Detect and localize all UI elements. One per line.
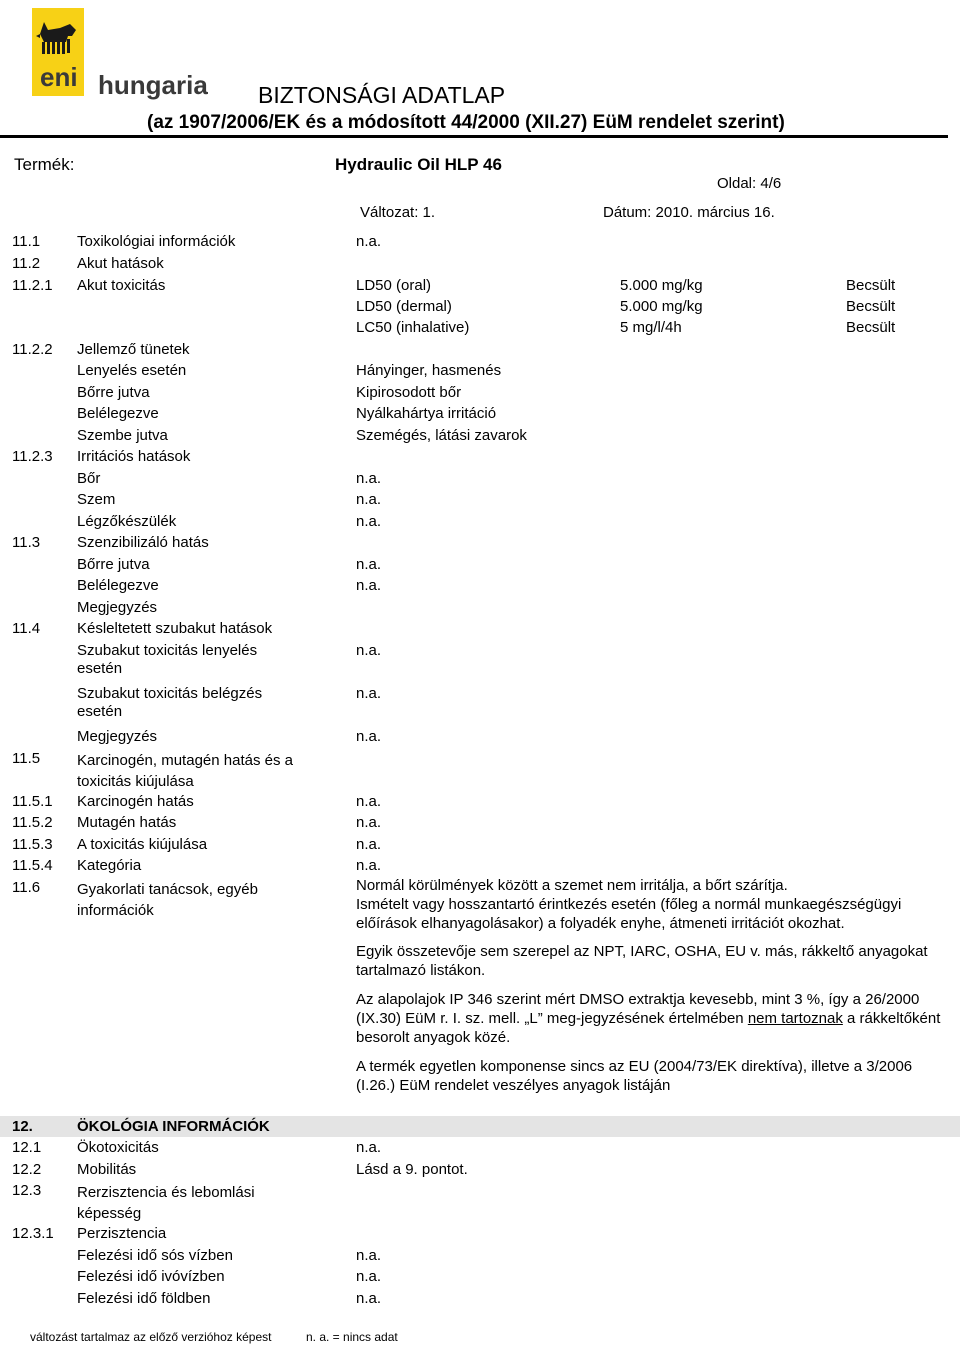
section-label: Kategória xyxy=(77,857,142,874)
row-value: n.a. xyxy=(356,728,382,745)
section-number: 11.5 xyxy=(12,750,41,767)
row-value: n.a. xyxy=(356,491,382,508)
document-title: BIZTONSÁGI ADATLAP xyxy=(258,82,506,108)
section-number: 11.5.1 xyxy=(12,793,53,810)
section-number: 11.5.4 xyxy=(12,857,53,874)
section-label: Késleltetett szubakut hatások xyxy=(77,620,273,637)
section-number: 11.2 xyxy=(12,255,41,272)
product-name: Hydraulic Oil HLP 46 xyxy=(335,155,502,174)
section-label: Karcinogén, mutagén hatás és a toxicitás kiújulása xyxy=(77,752,293,790)
row-label: Bőr xyxy=(77,470,101,487)
advice-paragraph-3 xyxy=(356,990,946,1047)
row-value: n.a. xyxy=(356,685,382,702)
section-label: Rerzisztencia és lebomlási képesség xyxy=(77,1184,255,1222)
section-number: 11.1 xyxy=(12,233,41,250)
row-value: n.a. xyxy=(356,470,382,487)
section-number: 12.2 xyxy=(12,1161,42,1178)
section-number: 11.4 xyxy=(12,620,41,637)
toxicity-note: Becsült xyxy=(846,277,896,294)
row-label: Szubakut toxicitás belégzés esetén xyxy=(77,685,263,720)
toxicity-note: Becsült xyxy=(846,298,896,315)
toxicity-test: LC50 (inhalative) xyxy=(356,319,470,336)
product-label: Termék: xyxy=(14,155,75,174)
section-number: 11.2.1 xyxy=(12,277,53,294)
section-number: 12.3.1 xyxy=(12,1225,54,1242)
row-value: Hányinger, hasmenés xyxy=(356,362,502,379)
section-label: Perzisztencia xyxy=(77,1225,167,1242)
document-subtitle: (az 1907/2006/EK és a módosított 44/2000 (XII.27) EüM rendelet szerint) xyxy=(147,112,785,133)
row-label: Megjegyzés xyxy=(77,728,158,745)
section-label: Mutagén hatás xyxy=(77,814,177,831)
toxicity-value: 5 mg/l/4h xyxy=(620,319,682,336)
section-number: 11.2.3 xyxy=(12,448,53,465)
row-label: Lenyelés esetén xyxy=(77,362,187,379)
section-value: n.a. xyxy=(356,814,382,831)
row-label: Szem xyxy=(77,491,116,508)
row-value: n.a. xyxy=(356,577,382,594)
advice-paragraph-4: A termék egyetlen komponense sincs az EU (2004/73/EK direktíva), illetve a 3/2006 (I.26.) EüM rendelet veszélyes anyagok listáján xyxy=(356,1058,913,1094)
row-label: Szembe jutva xyxy=(77,427,168,444)
logo-sub-text: hungaria xyxy=(98,70,208,100)
toxicity-test: LD50 (dermal) xyxy=(356,298,452,315)
section-label: Toxikológiai információk xyxy=(77,233,236,250)
section-number: 12. xyxy=(12,1118,33,1135)
section-value: Lásd a 9. pontot. xyxy=(356,1161,468,1178)
version: Változat: 1. xyxy=(360,204,436,221)
date: Dátum: 2010. március 16. xyxy=(603,204,775,221)
section-label: Akut toxicitás xyxy=(77,277,166,294)
section-label: Mobilitás xyxy=(77,1161,137,1178)
row-label: Szubakut toxicitás lenyelés esetén xyxy=(77,642,258,677)
section-number: 12.3 xyxy=(12,1182,42,1199)
section-number: 12.1 xyxy=(12,1139,42,1156)
toxicity-note: Becsült xyxy=(846,319,896,336)
section-value: n.a. xyxy=(356,857,382,874)
row-value: n.a. xyxy=(356,556,382,573)
advice-underlined-text: nem tartoznak xyxy=(747,1010,843,1027)
advice-text: Az alapolajok IP 346 szerint mért DMSO extraktja kevesebb, mint 3 %, így a 26/2000 (IX.30) EüM r. I. sz. mell. „L” meg-jegyzésének értelmében xyxy=(356,991,920,1027)
row-label: Belélegezve xyxy=(77,405,159,422)
footer-abbreviation-note: n. a. = nincs adat xyxy=(306,1330,398,1344)
section-title: ÖKOLÓGIA INFORMÁCIÓK xyxy=(77,1118,270,1135)
row-label: Bőrre jutva xyxy=(77,384,150,401)
advice-paragraph-1 xyxy=(356,876,946,933)
section-number: 11.3 xyxy=(12,534,41,551)
toxicity-test: LD50 (oral) xyxy=(356,277,432,294)
row-value: Kipirosodott bőr xyxy=(356,384,462,401)
row-label: Bőrre jutva xyxy=(77,556,150,573)
advice-line: Normál körülmények között a szemet nem irritálja, a bőrt szárítja. xyxy=(356,877,788,894)
row-label: Légzőkészülék xyxy=(77,513,177,530)
section-number: 11.2.2 xyxy=(12,341,53,358)
section-label: A toxicitás kiújulása xyxy=(77,836,208,853)
toxicity-value: 5.000 mg/kg xyxy=(620,298,703,315)
section-number: 11.5.3 xyxy=(12,836,53,853)
section-label: Jellemző tünetek xyxy=(77,341,190,358)
section-label: Karcinogén hatás xyxy=(77,793,194,810)
row-value: n.a. xyxy=(356,1247,382,1264)
row-label: Felezési idő sós vízben xyxy=(77,1247,233,1264)
row-value: n.a. xyxy=(356,1290,382,1307)
section-value: n.a. xyxy=(356,1139,382,1156)
section-value: n.a. xyxy=(356,793,382,810)
section-label: Gyakorlati tanácsok, egyéb információk xyxy=(77,881,258,919)
row-label: Belélegezve xyxy=(77,577,159,594)
section-label: Irritációs hatások xyxy=(77,448,191,465)
header-divider xyxy=(0,135,948,138)
logo-brand-text: eni xyxy=(40,62,78,92)
row-value: Nyálkahártya irritáció xyxy=(356,405,497,422)
row-label: Felezési idő ivóvízben xyxy=(77,1268,225,1285)
row-value: n.a. xyxy=(356,642,382,659)
section-value: n.a. xyxy=(356,233,382,250)
section-number: 11.6 xyxy=(12,879,41,896)
advice-paragraph-2: Egyik összetevője sem szerepel az NPT, IARC, OSHA, EU v. más, rákkeltő anyagokat tartalmazó listákon. xyxy=(356,943,928,979)
row-value: n.a. xyxy=(356,513,382,530)
footer-change-note: változást tartalmaz az előző verzióhoz képest xyxy=(30,1330,272,1344)
advice-line: Ismételt vagy hosszantartó érintkezés esetén (főleg a normál munkaegészségügyi előírások elhanyagolásakor) a folyadék enyhe, átmeneti irritációt okozhat. xyxy=(356,896,902,932)
section-label: Szenzibilizáló hatás xyxy=(77,534,209,551)
section-label: Akut hatások xyxy=(77,255,164,272)
row-label: Felezési idő földben xyxy=(77,1290,211,1307)
toxicity-value: 5.000 mg/kg xyxy=(620,277,703,294)
row-label: Megjegyzés xyxy=(77,599,158,616)
row-value: n.a. xyxy=(356,1268,382,1285)
eni-six-legged-dog-logo-icon xyxy=(30,6,215,106)
section-label: Ökotoxicitás xyxy=(77,1139,159,1156)
eni-hungaria-logo xyxy=(30,6,215,106)
section-number: 11.5.2 xyxy=(12,814,53,831)
page-number: Oldal: 4/6 xyxy=(717,175,782,192)
row-value: Szemégés, látási zavarok xyxy=(356,427,527,444)
section-value: n.a. xyxy=(356,836,382,853)
advice-text: a rákkeltőként besorolt anyagok közé. xyxy=(356,1010,941,1046)
